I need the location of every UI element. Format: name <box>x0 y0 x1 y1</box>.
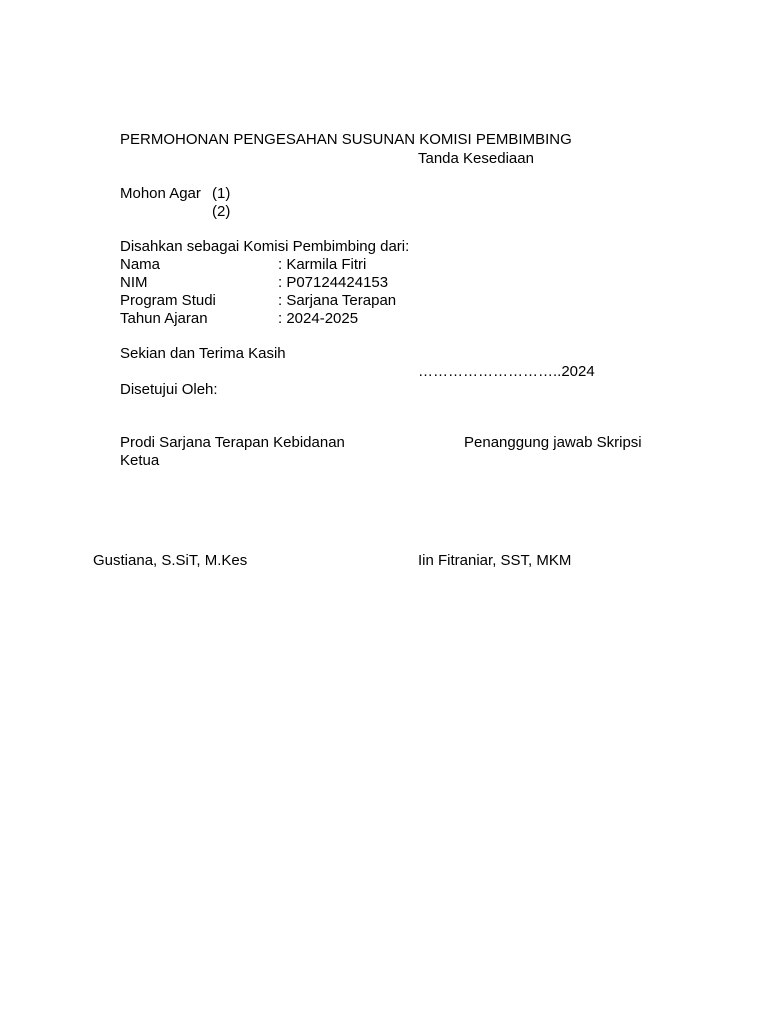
left-signatory-position: Ketua <box>120 452 160 469</box>
right-signatory-role: Penanggung jawab Skripsi <box>464 434 642 451</box>
mohon-agar-item-2: (2) <box>212 203 231 220</box>
closing-text: Sekian dan Terima Kasih <box>120 345 286 362</box>
field-label: Program Studi <box>120 292 216 309</box>
field-row-tahun-ajaran <box>120 310 358 328</box>
field-value: : P07124424153 <box>278 274 389 291</box>
field-value: : 2024-2025 <box>278 310 359 327</box>
date-line: ………………………..2024 <box>418 363 595 380</box>
field-label: Nama <box>120 256 161 273</box>
field-label: NIM <box>120 274 148 291</box>
right-signatory-name: Iin Fitraniar, SST, MKM <box>418 552 572 569</box>
document-subtitle: Tanda Kesediaan <box>418 150 534 167</box>
left-signatory-name: Gustiana, S.SiT, M.Kes <box>93 552 248 569</box>
mohon-agar-item-1: (1) <box>212 185 231 202</box>
document-title: PERMOHONAN PENGESAHAN SUSUNAN KOMISI PEMBIMBING <box>120 131 572 148</box>
mohon-agar-label <box>120 185 201 203</box>
disetujui-label: Disetujui Oleh: <box>120 381 218 398</box>
mohon-agar-text: Mohon Agar <box>120 185 201 202</box>
field-label: Tahun Ajaran <box>120 310 208 327</box>
field-value: : Sarjana Terapan <box>278 292 397 309</box>
field-row-nim <box>120 274 388 292</box>
field-value: : Karmila Fitri <box>278 256 367 273</box>
field-row-nama <box>120 256 366 274</box>
disahkan-intro: Disahkan sebagai Komisi Pembimbing dari: <box>120 238 410 255</box>
field-row-program-studi <box>120 292 396 310</box>
left-signatory-role: Prodi Sarjana Terapan Kebidanan <box>120 434 345 451</box>
